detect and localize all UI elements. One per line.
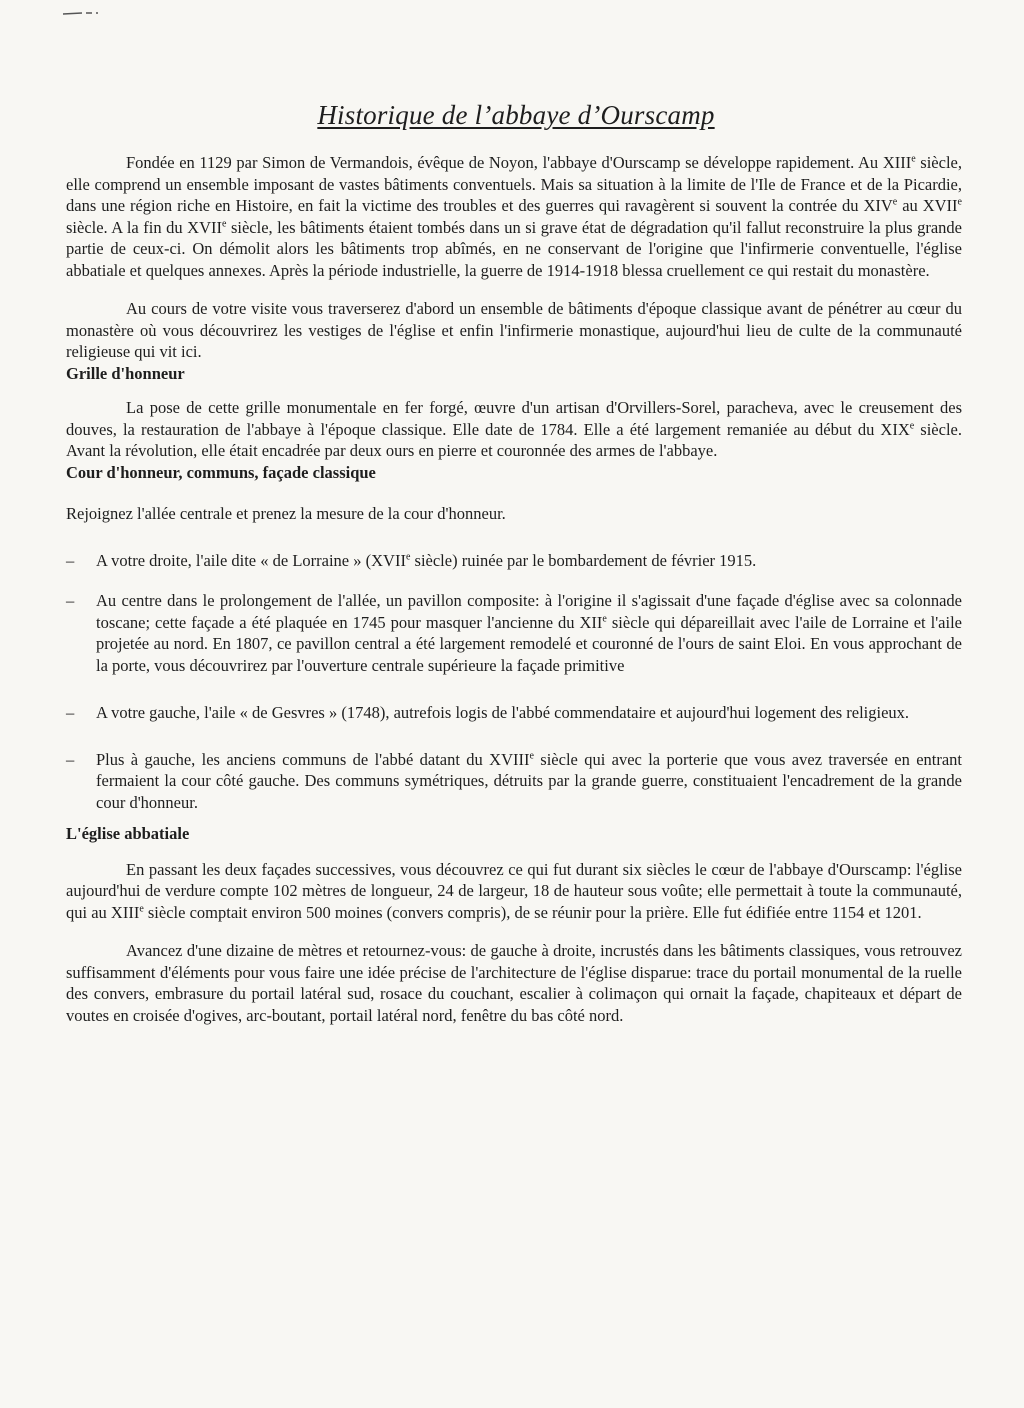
section-heading-eglise: L'église abbatiale [66, 824, 190, 843]
eglise-paragraph-1: En passant les deux façades successives, vous découvrez ce qui fut durant six siècles le cœur de l'abbaye d'Ourscamp: l'église aujourd'hui de verdure compte 102 mètres de longueur, 24 de largeur, 18 de hauteur sous voûte; elle permettait à toute la communauté, qui au XIIIe siècle comptait environ 500 moines (convers compris), de se réunir pour la prière. Elle fut édifiée entre 1154 et 1201. [66, 859, 962, 922]
list-item-text: A votre gauche, l'aile « de Gesvres » (1748), autrefois logis de l'abbé commendataire et aujourd'hui logement des religieux. [96, 703, 910, 722]
dash-marker: – [66, 591, 75, 610]
document-body [66, 152, 962, 1026]
section-heading-cour: Cour d'honneur, communs, façade classique [66, 462, 376, 482]
list-item-text: Au centre dans le prolongement de l'allée, un pavillon composite: à l'origine il s'agissait d'une façade d'église avec sa colonnade toscane; cette façade a été plaquée en 1745 pour masquer l'ancienne du XIIe siècle qui dépareillait avec l'aile de Lorraine et l'aile projetée au nord. En 1807, ce pavillon central a été largement remodelé et couronné de l'ours de saint Eloi. En vous approchant de la porte, vous découvrirez par l'ouverture centrale supérieure la façade primitive [96, 591, 962, 675]
dash-marker: – [66, 749, 75, 769]
list-item [66, 590, 962, 676]
list-item-text: Plus à gauche, les anciens communs de l'abbé datant du XVIIIe siècle qui avec la porterie que vous avez traversée en entrant fermaient la cour côté gauche. Des communs symétriques, détruits par la grande guerre, constituaient l'encadrement de la grande cour d'honneur. [96, 749, 962, 812]
dash-marker: – [66, 703, 75, 722]
dash-marker: – [66, 550, 75, 570]
cour-lead: Rejoignez l'allée centrale et prenez la mesure de la cour d'honneur. [66, 504, 506, 523]
list-item [66, 749, 962, 814]
grille-paragraph: La pose de cette grille monumentale en fer forgé, œuvre d'un artisan d'Orvillers-Sorel, paracheva, avec le creusement des douves, la restauration de l'abbaye à l'époque classique. Elle date de 1784. Elle a été largement remaniée au début du XIXe siècle. Avant la révolution, elle était encadrée par deux ours en pierre et couronnée des armes de l'abbaye. [66, 398, 962, 460]
section-heading-grille: Grille d'honneur [66, 363, 185, 383]
page-title: Historique de l’abbaye d’Ourscamp [317, 100, 715, 130]
scan-mark-icon [62, 10, 102, 16]
list-item [66, 702, 962, 724]
intro-paragraph-1: Fondée en 1129 par Simon de Vermandois, évêque de Noyon, l'abbaye d'Ourscamp se développe rapidement. Au XIIIe siècle, elle comprend un ensemble imposant de vastes bâtiments conventuels. Mais sa situation à la limite de l'Ile de France et de la Picardie, dans une région riche en Histoire, en fait la victime des troubles et des guerres qui ravagèrent si souvent la contrée du XIVe au XVIIe siècle. A la fin du XVIIe siècle, les bâtiments étaient tombés dans un si grave état de dégradation qu'il fallut reconstruire la plus grande partie de ceux-ci. On démolit alors les bâtiments trop abîmés, en ne conservant de l'origine que l'infirmerie conventuelle, l'église abbatiale et quelques annexes. Après la période industrielle, la guerre de 1914-1918 blessa cruellement ce qui restait du monastère. [66, 153, 962, 280]
list-item-text: A votre droite, l'aile dite « de Lorraine » (XVIIe siècle) ruinée par le bombardement de février 1915. [96, 550, 757, 570]
intro-paragraph-2: Au cours de votre visite vous traverserez d'abord un ensemble de bâtiments d'époque classique avant de pénétrer au cœur du monastère où vous découvrirez les vestiges de l'église et enfin l'infirmerie monastique, aujourd'hui lieu de culte de la communauté religieuse qui vit ici. [66, 299, 962, 361]
list-item [66, 550, 962, 572]
eglise-paragraph-2: Avancez d'une dizaine de mètres et retournez-vous: de gauche à droite, incrustés dans les bâtiments classiques, vous retrouvez suffisamment d'éléments pour vous faire une idée précise de l'architecture de l'église disparue: trace du portail monumental de la ruelle des convers, embrasure du portail latéral sud, rosace du couchant, escalier à colimaçon qui ornait la façade, chapiteaux et départ de voutes en croisée d'ogives, arc-boutant, portail latéral nord, fenêtre du bas côté nord. [66, 941, 962, 1025]
